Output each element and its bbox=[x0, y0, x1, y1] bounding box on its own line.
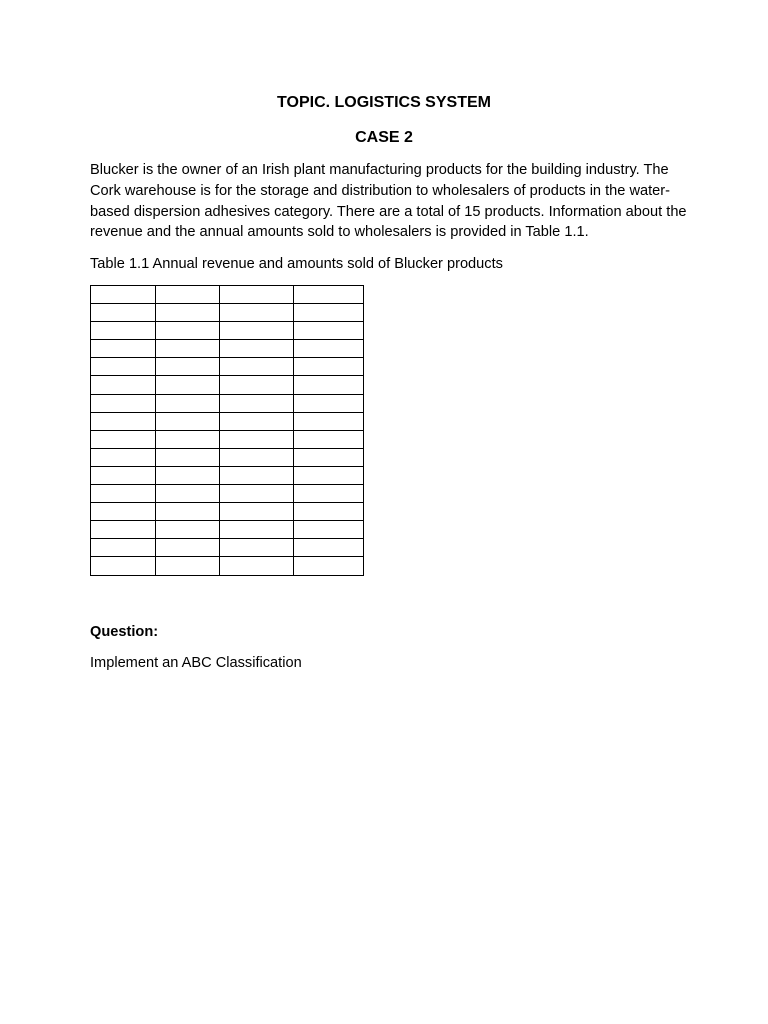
table-cell bbox=[156, 521, 220, 539]
table-row bbox=[91, 322, 364, 340]
table-cell bbox=[156, 485, 220, 503]
table-cell bbox=[294, 466, 364, 484]
table-cell bbox=[220, 485, 294, 503]
table-cell bbox=[294, 304, 364, 322]
table-cell bbox=[220, 340, 294, 358]
table-row bbox=[91, 503, 364, 521]
table-cell bbox=[220, 539, 294, 557]
table-row bbox=[91, 304, 364, 322]
table-cell bbox=[156, 430, 220, 448]
table-cell bbox=[294, 322, 364, 340]
table-cell bbox=[156, 448, 220, 466]
table-cell bbox=[91, 557, 156, 575]
table-cell bbox=[294, 521, 364, 539]
table-cell bbox=[294, 394, 364, 412]
table-cell bbox=[91, 286, 156, 304]
table-cell bbox=[91, 448, 156, 466]
table-cell bbox=[294, 376, 364, 394]
table-cell bbox=[220, 376, 294, 394]
table-cell bbox=[156, 466, 220, 484]
table-cell bbox=[220, 412, 294, 430]
table-cell bbox=[294, 412, 364, 430]
revenue-table bbox=[90, 285, 364, 576]
document-title: TOPIC. LOGISTICS SYSTEM bbox=[277, 94, 491, 111]
case-heading: CASE 2 bbox=[355, 129, 413, 146]
table-cell bbox=[220, 394, 294, 412]
table-body bbox=[91, 286, 364, 576]
table-cell bbox=[91, 430, 156, 448]
table-row bbox=[91, 466, 364, 484]
table-cell bbox=[156, 304, 220, 322]
table-cell bbox=[294, 485, 364, 503]
table-cell bbox=[156, 322, 220, 340]
table-row bbox=[91, 286, 364, 304]
table-cell bbox=[294, 286, 364, 304]
table-cell bbox=[220, 448, 294, 466]
table-cell bbox=[91, 539, 156, 557]
table-cell bbox=[91, 304, 156, 322]
table-row bbox=[91, 376, 364, 394]
table-row bbox=[91, 430, 364, 448]
table-cell bbox=[294, 358, 364, 376]
table-row bbox=[91, 539, 364, 557]
table-cell bbox=[91, 466, 156, 484]
table-cell bbox=[220, 503, 294, 521]
table-cell bbox=[156, 539, 220, 557]
table-cell bbox=[91, 485, 156, 503]
table-cell bbox=[220, 286, 294, 304]
table-cell bbox=[220, 430, 294, 448]
table-row bbox=[91, 358, 364, 376]
table-cell bbox=[156, 358, 220, 376]
table-cell bbox=[294, 430, 364, 448]
table-cell bbox=[91, 358, 156, 376]
table-row bbox=[91, 485, 364, 503]
table-cell bbox=[156, 376, 220, 394]
intro-paragraph: Blucker is the owner of an Irish plant manufacturing products for the building industry. The Cork warehouse is for the storage and distribution to wholesalers of products in the water-based dispersion adhesives category. There are a total of 15 products. Information about the revenue and the annual amounts sold to wholesalers is provided in Table 1.1. bbox=[90, 162, 687, 241]
table-row bbox=[91, 394, 364, 412]
table-row bbox=[91, 448, 364, 466]
table-cell bbox=[91, 376, 156, 394]
question-label: Question: bbox=[90, 624, 159, 640]
table-cell bbox=[156, 286, 220, 304]
table-cell bbox=[294, 539, 364, 557]
table-cell bbox=[294, 340, 364, 358]
table-cell bbox=[156, 503, 220, 521]
table-cell bbox=[220, 557, 294, 575]
table-cell bbox=[91, 503, 156, 521]
table-cell bbox=[91, 322, 156, 340]
table-cell bbox=[156, 394, 220, 412]
table-cell bbox=[156, 340, 220, 358]
table-cell bbox=[220, 358, 294, 376]
question-text: Implement an ABC Classification bbox=[90, 655, 302, 671]
table-row bbox=[91, 340, 364, 358]
table-cell bbox=[294, 503, 364, 521]
table-row bbox=[91, 521, 364, 539]
table-cell bbox=[220, 304, 294, 322]
table-row bbox=[91, 412, 364, 430]
table-cell bbox=[294, 448, 364, 466]
table-cell bbox=[220, 322, 294, 340]
table-cell bbox=[91, 394, 156, 412]
table-caption: Table 1.1 Annual revenue and amounts sold of Blucker products bbox=[90, 256, 503, 272]
table-cell bbox=[91, 412, 156, 430]
table-cell bbox=[220, 466, 294, 484]
table-cell bbox=[91, 340, 156, 358]
table-cell bbox=[220, 521, 294, 539]
table-cell bbox=[156, 412, 220, 430]
table-cell bbox=[91, 521, 156, 539]
table-cell bbox=[156, 557, 220, 575]
table-row bbox=[91, 557, 364, 575]
table-cell bbox=[294, 557, 364, 575]
